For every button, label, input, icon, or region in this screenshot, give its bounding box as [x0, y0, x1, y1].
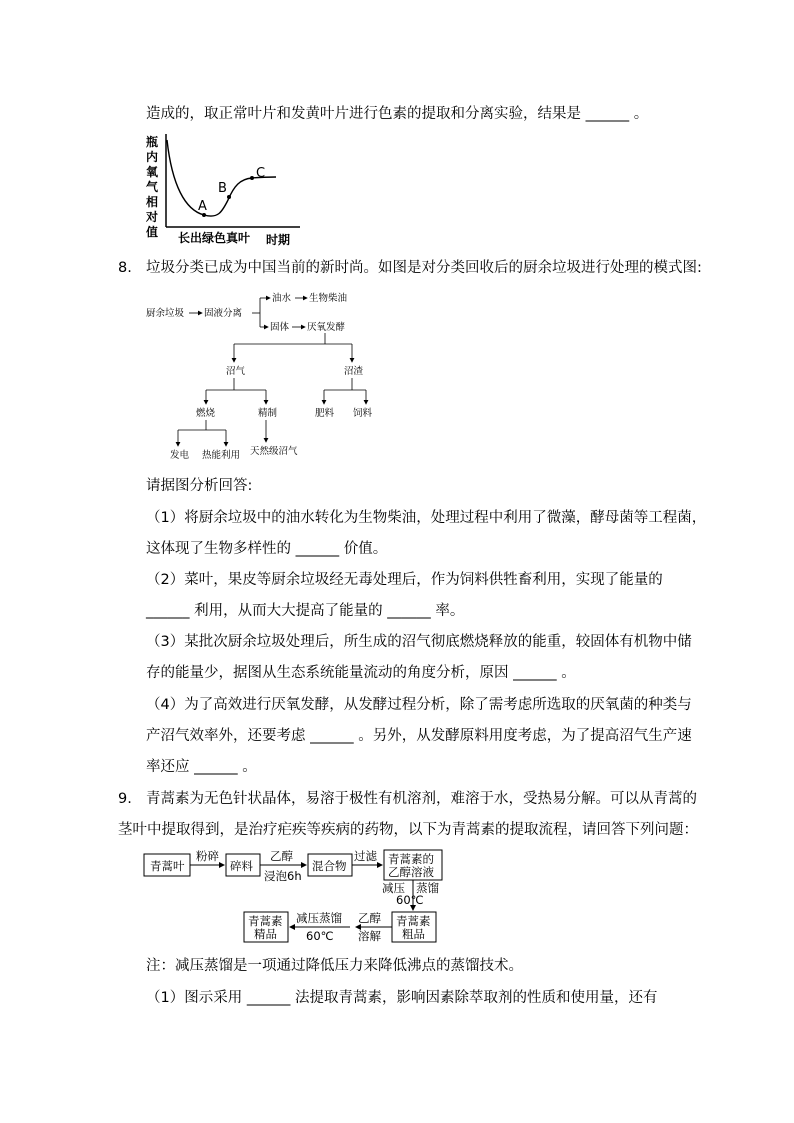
- ylabel-char: 内: [146, 150, 159, 164]
- node-biogas: 沼气: [226, 366, 246, 377]
- ylabel-char: 对: [146, 210, 159, 224]
- flow-dist1: 蒸馏: [416, 881, 439, 895]
- ylabel-char: 气: [146, 180, 159, 194]
- node-solid: 固体: [270, 322, 290, 333]
- q9-text-line1: 青蒿素为无色针状晶体，易溶于极性有机溶剂，难溶于水，受热易分解。可以从青蒿的: [146, 791, 697, 807]
- intro-line: 造成的，取正常叶片和发黄叶片进行色素的提取和分离实验，结果是 ______ 。: [146, 106, 649, 122]
- flow-fine-l2: 精品: [254, 927, 277, 941]
- q8-prompt: 请据图分析回答:: [146, 478, 253, 494]
- flow-ethanol: 乙醇: [270, 849, 293, 863]
- flow-crude-l1: 青蒿素: [396, 914, 431, 928]
- ylabel-char: 氧: [146, 165, 159, 179]
- node-refine: 精制: [258, 408, 278, 419]
- node-separation: 固液分离: [204, 308, 243, 319]
- node-power: 发电: [170, 450, 190, 461]
- q9-p1: （1）图示采用 ______ 法提取青蒿素，影响因素除萃取剂的性质和使用量，还有: [146, 990, 658, 1006]
- node-oil-water: 油水: [272, 293, 292, 304]
- q9-number: 9.: [118, 791, 132, 807]
- point-b: [227, 195, 231, 199]
- flow-temp2: 60℃: [306, 929, 334, 943]
- node-residue: 沼渣: [344, 366, 364, 377]
- node-fertilizer: 肥料: [315, 408, 335, 419]
- ylabel-char: 值: [146, 225, 159, 239]
- flow-temp1: 60℃: [396, 893, 424, 907]
- q8-p2-line2: ______ 利用，从而大大提高了能量的 ______ 率。: [146, 603, 465, 619]
- point-c-label: C: [256, 166, 266, 181]
- point-c: [250, 176, 254, 180]
- flow-crush: 粉碎: [196, 849, 219, 863]
- graph-xlabel-right: 时期: [266, 233, 291, 247]
- flow-filter: 过滤: [354, 849, 377, 863]
- node-burn: 燃烧: [196, 408, 216, 419]
- flow-crude-l2: 粗品: [402, 927, 425, 941]
- q9-note: 注：减压蒸馏是一项通过降低压力来降低沸点的蒸馏技术。: [146, 958, 523, 974]
- artemisinin-flow-diagram: [140, 846, 450, 946]
- graph-xlabel: 长出绿色真叶: [178, 231, 251, 245]
- node-feed: 饲料: [352, 408, 372, 419]
- point-a-label: A: [198, 199, 207, 214]
- flow-fragments: 碎料: [230, 859, 253, 873]
- q8-p4-line3: 率还应 ______ 。: [146, 759, 257, 775]
- node-natural-gas: 天然级沼气: [250, 446, 298, 457]
- flow-mixture: 混合物: [312, 859, 347, 873]
- node-food-waste: 厨余垃圾: [146, 308, 185, 319]
- oxygen-curve-graph: [140, 130, 310, 248]
- q8-p1-line2: 这体现了生物多样性的 ______ 价值。: [146, 541, 388, 557]
- flow-fine-l1: 青蒿素: [248, 914, 283, 928]
- q8-text: 垃圾分类已成为中国当前的新时尚。如图是对分类回收后的厨余垃圾进行处理的模式图:: [146, 260, 702, 276]
- ylabel-char: 相: [146, 195, 159, 209]
- q8-p4-line2: 产沼气效率外，还要考虑 ______ 。另外，从发酵原料用度考虑，为了提高沼气生产速: [146, 728, 692, 744]
- flow-dissolve: 溶解: [358, 929, 381, 943]
- node-anaerobic: 厌氧发酵: [307, 322, 346, 333]
- flow-vac1: 减压: [382, 881, 405, 895]
- flow-solution-l1: 青蒿素的: [388, 852, 434, 866]
- q8-p2-line1: （2）菜叶，果皮等厨余垃圾经无毒处理后，作为饲料供牲畜利用，实现了能量的: [146, 572, 663, 588]
- q8-number: 8.: [118, 260, 132, 276]
- flow-eth2: 乙醇: [358, 911, 381, 925]
- flow-leaf: 青蒿叶: [150, 859, 185, 873]
- point-b-label: B: [218, 181, 227, 196]
- q8-p4-line1: （4）为了高效进行厌氧发酵，从发酵过程分析，除了需考虑所选取的厌氧菌的种类与: [146, 697, 692, 713]
- flow-vac-dist: 减压蒸馏: [296, 911, 342, 925]
- food-waste-flow-diagram: [140, 286, 380, 464]
- q8-p1-line1: （1）将厨余垃圾中的油水转化为生物柴油，处理过程中利用了微藻，酵母菌等工程菌，: [146, 510, 707, 526]
- node-heat: 热能利用: [202, 450, 241, 461]
- graph-ylabel: [145, 134, 159, 239]
- flow-solution-l2: 乙醇溶液: [388, 865, 434, 879]
- ylabel-char: 瓶: [146, 135, 159, 149]
- q8-p3-line2: 存的能量少，据图从生态系统能量流动的角度分析，原因 ______ 。: [146, 665, 576, 681]
- node-biodiesel: 生物柴油: [309, 293, 348, 304]
- q8-p3-line1: （3）某批次厨余垃圾处理后，所生成的沼气彻底燃烧释放的能重，较固体有机物中储: [146, 634, 692, 650]
- q9-text-line2: 茎叶中提取得到，是治疗疟疾等疾病的药物，以下为青蒿素的提取流程，请回答下列问题：: [118, 822, 698, 838]
- flow-soak: 浸泡6h: [264, 869, 302, 883]
